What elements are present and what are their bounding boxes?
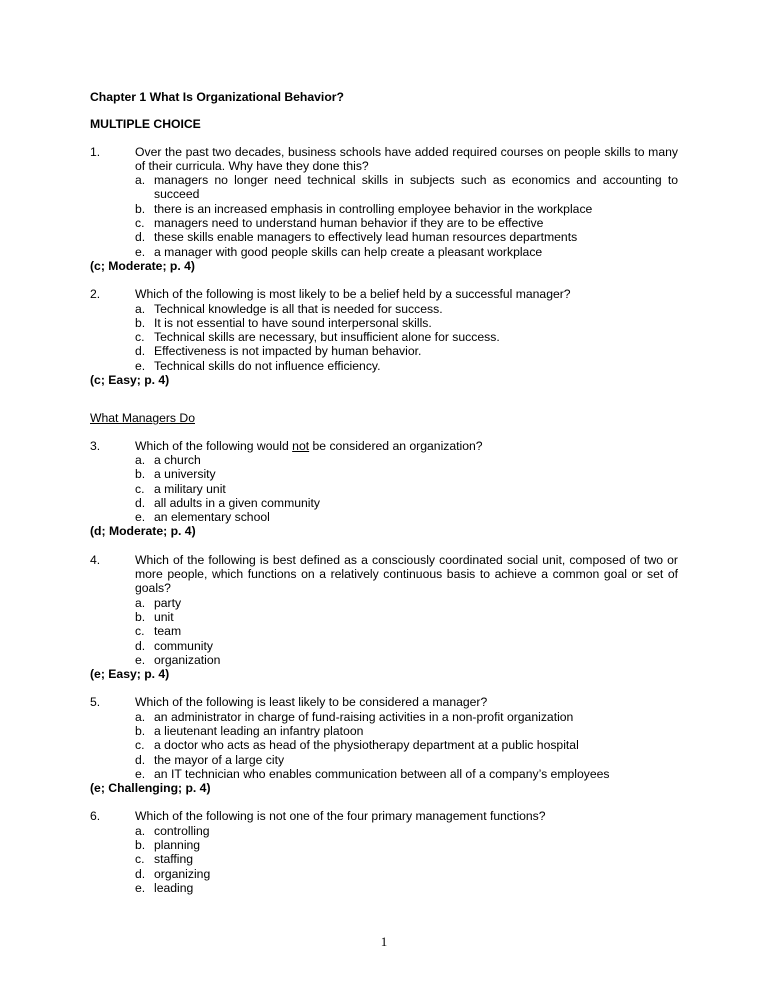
option-letter: d. (135, 752, 146, 767)
option-letter: c. (135, 216, 145, 231)
option-letter: b. (135, 838, 146, 853)
option-letter: e. (135, 652, 146, 667)
option (135, 453, 678, 467)
answer-key: (e; Easy; p. 4) (90, 667, 170, 682)
option-text: an IT technician who enables communication between all of a company’s employees (154, 766, 610, 781)
option-text: leading (154, 880, 194, 895)
option (135, 596, 678, 610)
option-letter: b. (135, 315, 146, 330)
option-text: a doctor who acts as head of the physiotherapy department at a public hospital (154, 738, 579, 753)
option (135, 867, 678, 881)
option (135, 710, 678, 724)
option-text: an administrator in charge of fund-raising activities in a non-profit organization (154, 709, 574, 724)
option-text: Technical knowledge is all that is needed for success. (154, 301, 443, 316)
option (135, 202, 678, 216)
option-text: community (154, 638, 213, 653)
option-letter: b. (135, 609, 146, 624)
answer-key: (e; Challenging; p. 4) (90, 781, 211, 796)
option-text: organizing (154, 866, 211, 881)
option-letter: a. (135, 823, 146, 838)
option (135, 302, 678, 316)
option-text: managers need to understand human behavior if they are to be effective (154, 216, 544, 231)
option-letter: c. (135, 481, 145, 496)
option-text: a university (154, 467, 216, 482)
option-letter: d. (135, 495, 146, 510)
question-1 (90, 145, 678, 274)
question-text: Which of the following is best defined as a consciously coordinated social unit, composed of two or more people, which functions on a relatively continuous basis to achieve a common goal or set of goals? (135, 552, 678, 596)
option-letter: c. (135, 738, 145, 753)
option-text: organization (154, 652, 221, 667)
answer-key: (c; Moderate; p. 4) (90, 258, 195, 273)
question-2 (90, 287, 678, 387)
page-number: 1 (380, 934, 388, 949)
answer-key: (d; Moderate; p. 4) (90, 524, 196, 539)
question-number: 2. (90, 287, 101, 302)
option (135, 482, 678, 496)
option-letter: e. (135, 358, 146, 373)
chapter-title: Chapter 1 What Is Organizational Behavior? (90, 90, 344, 104)
question-text: Over the past two decades, business schools have added required courses on people skills to many of their curricula. Why have they done this? (135, 144, 678, 173)
question-text-part: be considered an organization? (309, 438, 483, 453)
option-text: a lieutenant leading an infantry platoon (154, 723, 364, 738)
option (135, 216, 678, 230)
option-text: party (154, 595, 182, 610)
question-text: Which of the following is most likely to be a belief held by a successful manager? (135, 287, 571, 302)
option-text: a church (154, 452, 201, 467)
question-4 (90, 553, 678, 682)
option-letter: d. (135, 344, 146, 359)
option-text: planning (154, 838, 201, 853)
option-letter: b. (135, 723, 146, 738)
option-text: a military unit (154, 481, 226, 496)
option-letter: b. (135, 201, 146, 216)
option (135, 245, 678, 259)
option-letter: d. (135, 230, 146, 245)
question-text: Which of the following is least likely to be considered a manager? (135, 695, 488, 710)
option-text: an elementary school (154, 510, 270, 525)
option-text: controlling (154, 823, 210, 838)
option-text: a manager with good people skills can help create a pleasant workplace (154, 244, 543, 259)
option (135, 767, 678, 781)
option-letter: e. (135, 766, 146, 781)
option (135, 624, 678, 638)
option-text: It is not essential to have sound interpersonal skills. (154, 315, 432, 330)
option-letter: c. (135, 852, 145, 867)
option-text: Effectiveness is not impacted by human behavior. (154, 344, 422, 359)
option-text: all adults in a given community (154, 495, 320, 510)
option (135, 344, 678, 358)
option-letter: a. (135, 709, 146, 724)
option (135, 824, 678, 838)
answer-key: (c; Easy; p. 4) (90, 373, 170, 388)
question-number: 1. (90, 144, 101, 159)
option-letter: a. (135, 452, 146, 467)
option (135, 852, 678, 866)
question-number: 4. (90, 552, 101, 567)
option-letter: e. (135, 244, 146, 259)
subsection-heading: What Managers Do (90, 411, 195, 426)
question-number: 6. (90, 809, 101, 824)
option-text: Technical skills do not influence efficiency. (154, 358, 381, 373)
option-text: the mayor of a large city (154, 752, 285, 767)
question-text (135, 439, 678, 453)
question-number: 3. (90, 438, 101, 453)
option-text: there is an increased emphasis in controlling employee behavior in the workplace (154, 201, 593, 216)
option (135, 496, 678, 510)
option (135, 467, 678, 481)
option (135, 510, 678, 524)
option (135, 738, 678, 752)
option (135, 639, 678, 653)
option (135, 753, 678, 767)
option (135, 838, 678, 852)
option (135, 653, 678, 667)
option-letter: d. (135, 638, 146, 653)
option-text: managers no longer need technical skills in subjects such as economics and accounting to succeed (154, 173, 678, 202)
option (135, 173, 678, 202)
question-6 (90, 809, 678, 895)
option (135, 881, 678, 895)
option-letter: b. (135, 467, 146, 482)
section-title: MULTIPLE CHOICE (90, 117, 201, 132)
option-letter: c. (135, 330, 145, 345)
option-letter: a. (135, 301, 146, 316)
option-letter: e. (135, 510, 146, 525)
option (135, 610, 678, 624)
option-letter: a. (135, 173, 146, 188)
question-text: Which of the following is not one of the four primary management functions? (135, 809, 546, 824)
question-5 (90, 695, 678, 795)
option-letter: a. (135, 595, 146, 610)
question-text-part: Which of the following would (135, 438, 293, 453)
option-text: staffing (154, 852, 194, 867)
option (135, 724, 678, 738)
question-number: 5. (90, 695, 101, 710)
underlined-word: not (292, 438, 310, 453)
option (135, 316, 678, 330)
option (135, 359, 678, 373)
option-text: these skills enable managers to effectively lead human resources departments (154, 230, 578, 245)
option-letter: c. (135, 624, 145, 639)
option (135, 230, 678, 244)
option-letter: d. (135, 866, 146, 881)
document-page (90, 90, 678, 895)
question-3 (90, 439, 678, 539)
option-text: team (154, 624, 182, 639)
option-letter: e. (135, 880, 146, 895)
option (135, 330, 678, 344)
option-text: unit (154, 609, 174, 624)
option-text: Technical skills are necessary, but insufficient alone for success. (154, 330, 500, 345)
